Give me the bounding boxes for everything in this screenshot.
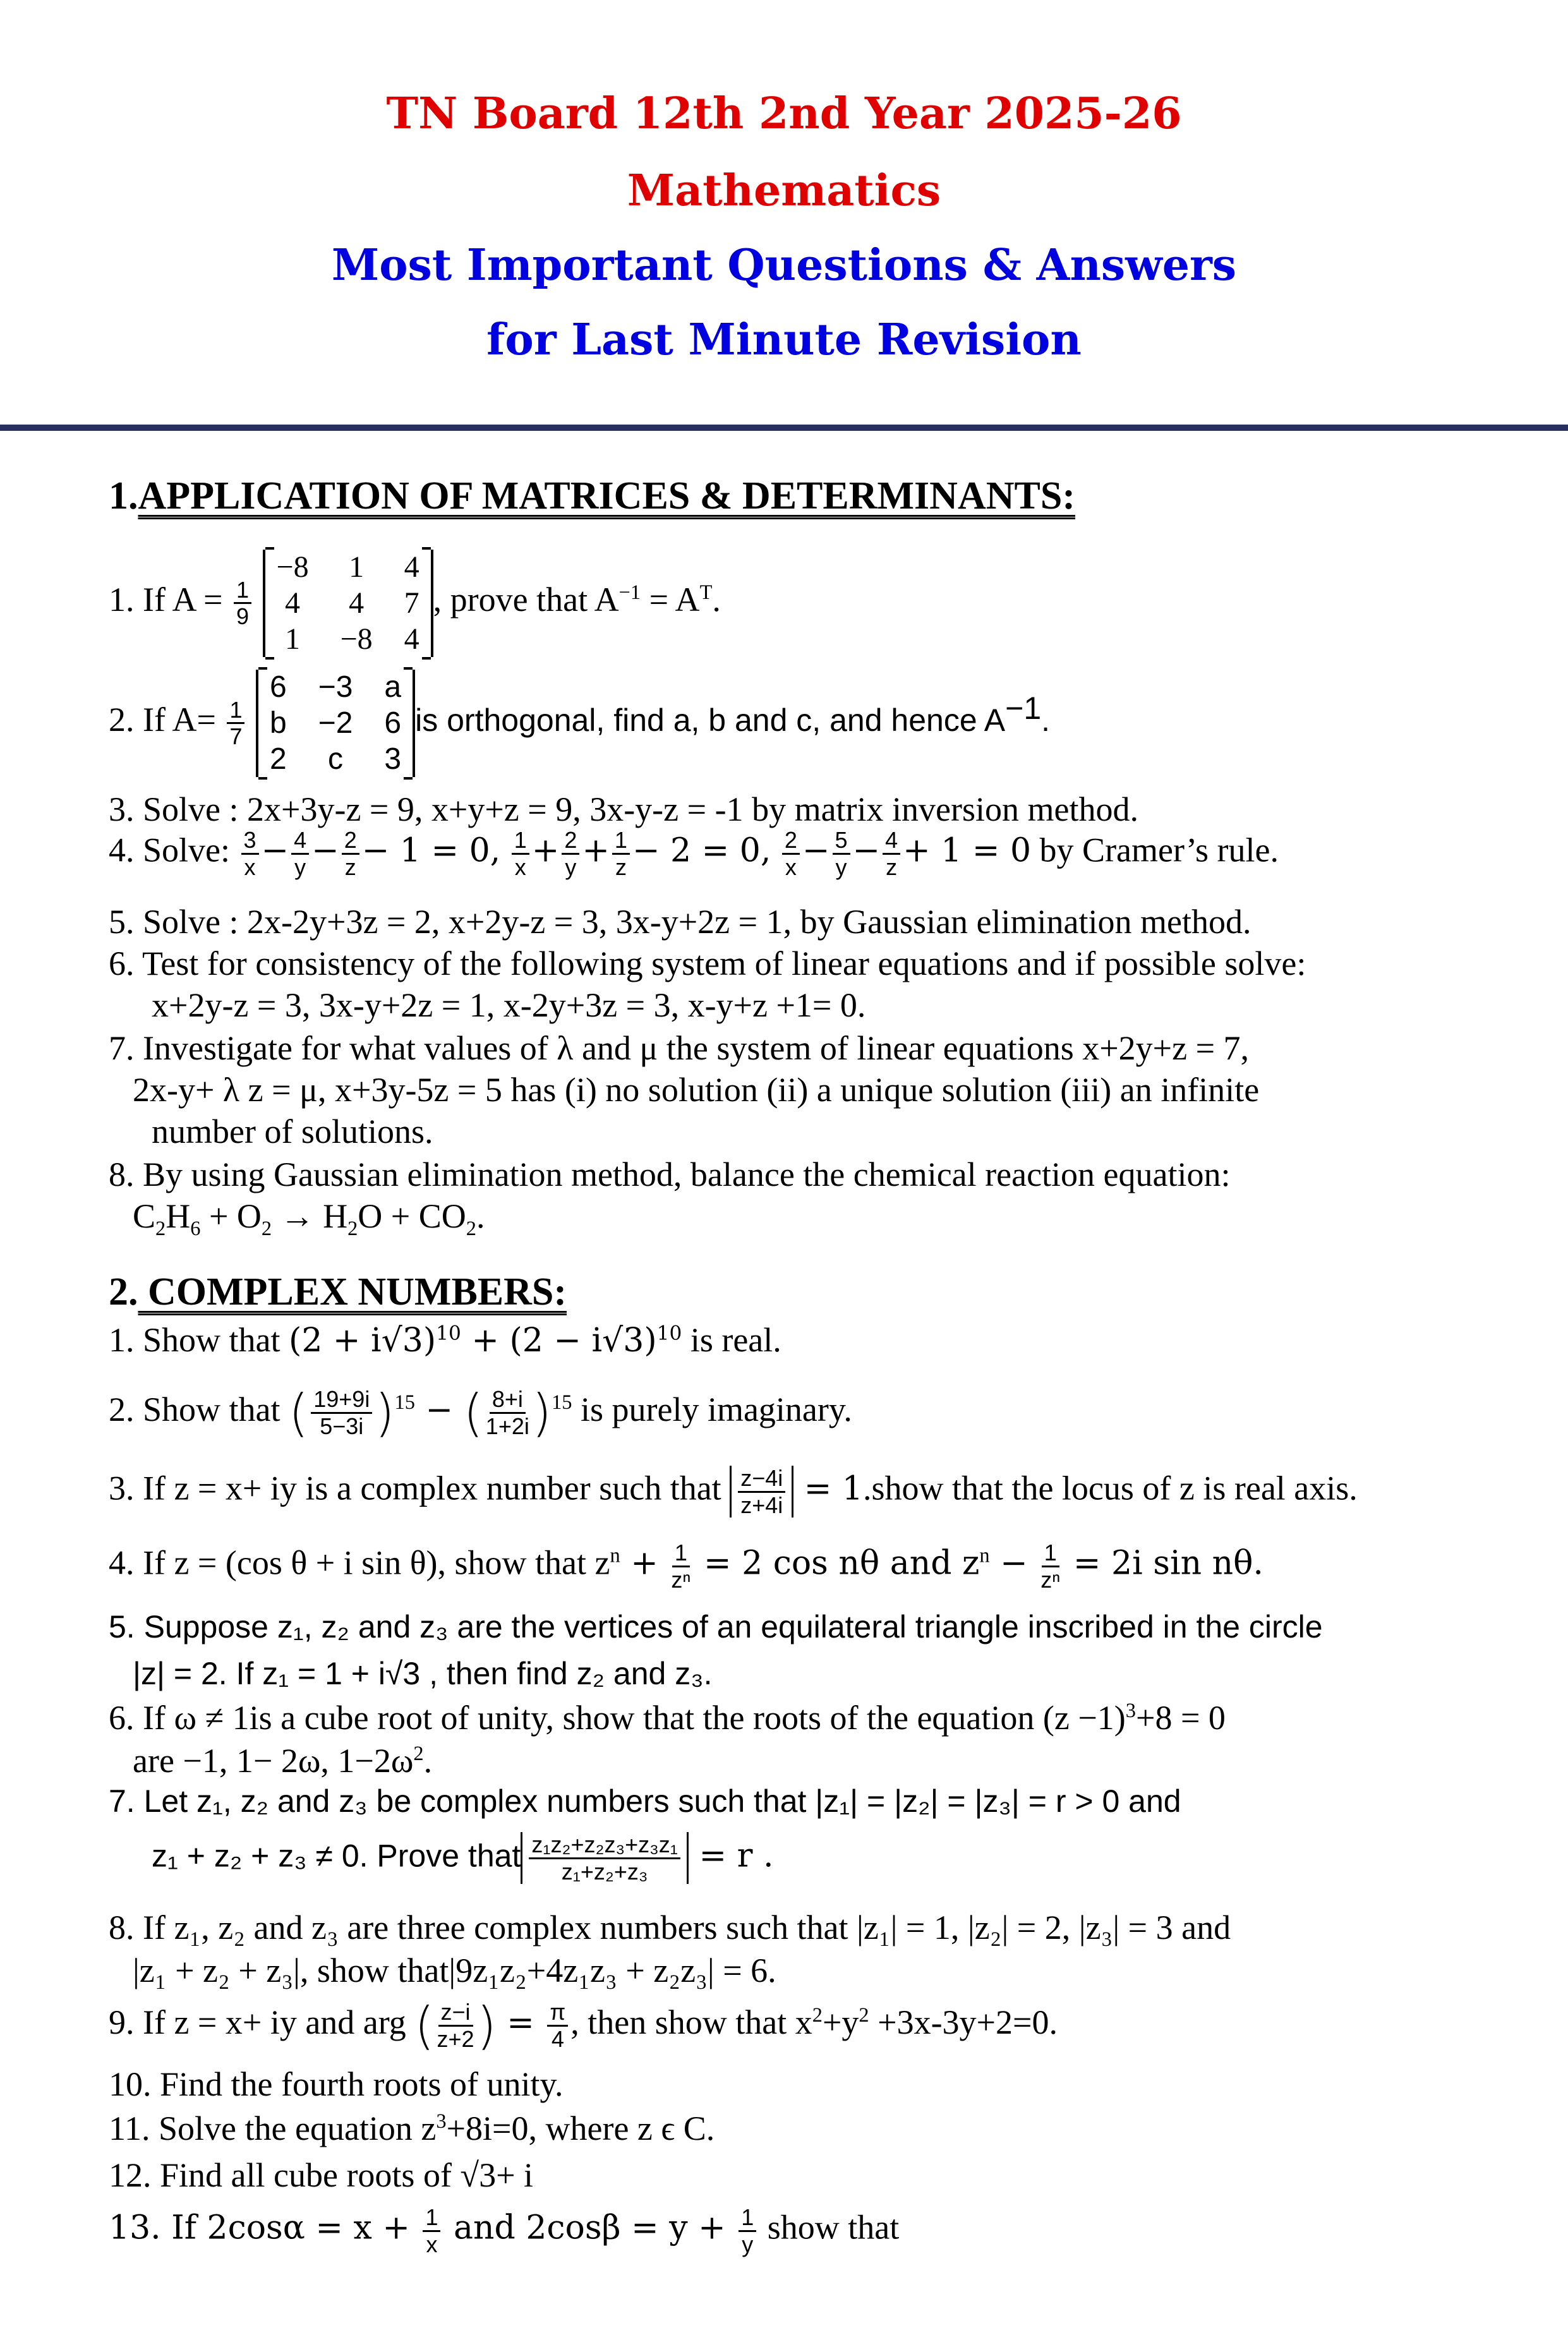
q-text: +8 = 0 bbox=[1135, 1699, 1226, 1737]
equation-tail: − 1 = 0, bbox=[361, 831, 501, 870]
question-2-8-cont: |z₁ + z₂ + z₃|, show that|9z₁z₂+4z₁z₃ + z₂z₃| = 6. bbox=[133, 1952, 776, 1989]
question-1-3: 3. Solve : 2x+3y-z = 9, x+y+z = 9, 3x-y-z = -1 by matrix inversion method. bbox=[109, 790, 1138, 828]
operator: + bbox=[531, 831, 560, 870]
numerator: π bbox=[547, 2000, 568, 2027]
fraction bbox=[291, 828, 309, 879]
subscript: 2 bbox=[155, 1217, 166, 1240]
numerator: 2 bbox=[342, 828, 359, 855]
matrix-cell: 4 bbox=[404, 550, 419, 584]
section-heading-complex bbox=[109, 1270, 567, 1315]
numerator: 1 bbox=[612, 828, 630, 855]
numerator: 1 bbox=[423, 2205, 440, 2232]
fraction bbox=[547, 2000, 568, 2051]
q-text: 9. If z = x+ iy and arg bbox=[109, 2003, 415, 2041]
question-2-3 bbox=[109, 1466, 1358, 1517]
question-2-12: 12. Find all cube roots of √3+ i bbox=[109, 2156, 534, 2194]
question-1-6: 6. Test for consistency of the following system of linear equations and if possible solve: bbox=[109, 944, 1306, 982]
matrix-cell: 6 bbox=[384, 706, 402, 740]
question-2-5: 5. Suppose z₁, z₂ and z₃ are the vertices of an equilateral triangle inscribed in the circle bbox=[109, 1609, 1323, 1644]
question-2-5-cont: |z| = 2. If z₁ = 1 + i√3 , then find z₂ and z₃. bbox=[133, 1656, 713, 1691]
question-2-9: 9. If z = x+ iy and arg ( $\frac{z-i}{z+2}$ ) = $\frac{\pi}{4}$ , then show that $x^2+y^2 +3x-3y+2=0$. bbox=[109, 1996, 1058, 2055]
matrix-cell: 7 bbox=[404, 586, 419, 620]
q-text: and 2cosβ = y + bbox=[443, 2209, 737, 2247]
denominator: z bbox=[886, 854, 898, 880]
matrix-cell: 6 bbox=[269, 670, 287, 704]
exponent: 15 bbox=[552, 1391, 572, 1414]
exponent: 10 bbox=[656, 1322, 682, 1345]
numerator: 5 bbox=[833, 828, 850, 855]
q-text: 1. Show that bbox=[109, 1321, 289, 1359]
question-2-13 bbox=[109, 2205, 899, 2257]
operator: − bbox=[261, 831, 289, 870]
denominator: 7 bbox=[229, 723, 243, 750]
fraction bbox=[782, 828, 800, 879]
numerator: 8+i bbox=[490, 1387, 526, 1414]
denominator: 4 bbox=[551, 2026, 564, 2052]
q-text: . bbox=[423, 1742, 433, 1780]
matrix-cell: 4 bbox=[285, 586, 301, 620]
fraction bbox=[241, 828, 259, 879]
denominator: y bbox=[565, 854, 577, 880]
denominator: z+2 bbox=[437, 2026, 474, 2052]
numerator: 4 bbox=[883, 828, 900, 855]
q-text: .show that the locus of z is real axis. bbox=[862, 1469, 1358, 1507]
q-text: 6. If ω ≠ 1is a cube root of unity, show that the roots of the equation (z −1) bbox=[109, 1699, 1126, 1737]
operator: − bbox=[414, 1391, 464, 1429]
question-1-2 bbox=[109, 670, 1050, 777]
question-1-7-cont-2: number of solutions. bbox=[152, 1113, 433, 1150]
subscript: 2 bbox=[347, 1217, 358, 1240]
q-text: +8i=0, where z ϵ C. bbox=[446, 2109, 715, 2147]
exponent: 3 bbox=[1125, 1699, 1136, 1722]
q-text: +y bbox=[822, 2003, 859, 2041]
exponent: 15 bbox=[394, 1391, 415, 1414]
superscript: −1 bbox=[1005, 691, 1042, 727]
header-divider bbox=[0, 425, 1568, 431]
q-text: C bbox=[133, 1197, 156, 1235]
equation-tail: + 1 = 0 bbox=[903, 831, 1032, 870]
q-text: 4. If z = (cos θ + i sin θ), show that z bbox=[109, 1543, 610, 1582]
q-text: . bbox=[1041, 703, 1051, 739]
q-text: H bbox=[166, 1197, 191, 1235]
q-text: , prove that A bbox=[433, 581, 619, 619]
section-heading-matrices bbox=[109, 474, 1075, 519]
denominator: z bbox=[344, 854, 356, 880]
numerator: 19+9i bbox=[311, 1387, 372, 1414]
q-text: . bbox=[712, 581, 721, 619]
question-2-1 bbox=[109, 1320, 781, 1360]
subscript: 2 bbox=[261, 1217, 272, 1240]
fraction bbox=[486, 1387, 529, 1439]
q-text: , then show that x bbox=[570, 2003, 812, 2041]
superscript: −1 bbox=[618, 581, 641, 605]
doc-subject: Mathematics bbox=[627, 166, 941, 216]
q-text: 3. If z = x+ iy is a complex number such that bbox=[109, 1469, 730, 1507]
fraction bbox=[311, 1387, 372, 1439]
fraction bbox=[739, 2205, 756, 2257]
fraction bbox=[883, 828, 900, 879]
matrix-cell: c bbox=[328, 742, 344, 776]
q-text: = A bbox=[641, 581, 700, 619]
fraction bbox=[671, 1540, 691, 1592]
doc-title: TN Board 12th 2nd Year 2025-26 bbox=[386, 88, 1182, 139]
operator: − bbox=[311, 831, 339, 870]
denominator: x bbox=[514, 854, 526, 880]
q-text: 2. If A= bbox=[109, 701, 216, 739]
doc-subtitle-2: for Last Minute Revision bbox=[486, 315, 1082, 365]
equation-tail: − 2 = 0, bbox=[632, 831, 771, 870]
q-text: is purely imaginary. bbox=[572, 1390, 852, 1428]
matrix-cell: −2 bbox=[318, 706, 353, 740]
exponent: 10 bbox=[436, 1322, 461, 1345]
numerator: z−4i bbox=[738, 1466, 785, 1493]
q-text: show that bbox=[759, 2208, 900, 2247]
numerator: 2 bbox=[782, 828, 800, 855]
q-text: → H bbox=[272, 1197, 348, 1235]
exponent: n bbox=[610, 1544, 620, 1567]
exponent: 2 bbox=[812, 2003, 823, 2027]
denominator: z₁+z₂+z₃ bbox=[561, 1858, 648, 1885]
matrix-a bbox=[256, 670, 415, 777]
section-title: APPLICATION OF MATRICES & DETERMINANTS: bbox=[138, 474, 1075, 517]
matrix-cell: −3 bbox=[318, 670, 353, 704]
q-text: by Cramer’s rule. bbox=[1031, 831, 1279, 869]
matrix-cell: −8 bbox=[276, 550, 309, 584]
absolute-value bbox=[730, 1466, 793, 1517]
matrix-cell: −8 bbox=[340, 622, 373, 656]
matrix-cell: 2 bbox=[269, 742, 287, 776]
matrix-cell: b bbox=[269, 706, 287, 740]
math-expression: $(2 + i√3)^{10} + (2 - i√3)^{10}$ bbox=[289, 1322, 682, 1360]
q-text: = r . bbox=[688, 1837, 774, 1875]
question-2-7-cont bbox=[152, 1832, 773, 1884]
numerator: 1 bbox=[512, 828, 529, 855]
denominator: z bbox=[615, 854, 627, 880]
q-text: 2. Show that bbox=[109, 1390, 289, 1428]
numerator: 1 bbox=[234, 577, 251, 605]
numerator: z₁z₂+z₂z₃+z₃z₁ bbox=[529, 1832, 680, 1859]
q-text: are −1, 1− 2ω, 1−2ω bbox=[133, 1742, 414, 1780]
numerator: 1 bbox=[1042, 1540, 1059, 1567]
equation: = 1 bbox=[793, 1469, 863, 1508]
scalar-fraction bbox=[234, 577, 251, 629]
question-1-5: 5. Solve : 2x-2y+3z = 2, x+2y-z = 3, 3x-y+2z = 1, by Gaussian elimination method. bbox=[109, 903, 1251, 941]
q-text: 1. If A = bbox=[109, 581, 231, 619]
question-1-4 bbox=[109, 828, 1279, 879]
fraction bbox=[1040, 1540, 1060, 1592]
absolute-value bbox=[521, 1832, 689, 1884]
matrix-cell: 3 bbox=[384, 742, 402, 776]
section-number: 1. bbox=[109, 474, 138, 517]
q-text: = 2i sin nθ. bbox=[1063, 1544, 1263, 1583]
q-text: 11. Solve the equation z bbox=[109, 2109, 437, 2147]
q-text: + O bbox=[200, 1197, 262, 1235]
term: 2 − i√3 bbox=[522, 1322, 644, 1360]
denominator: 1+2i bbox=[485, 1413, 529, 1439]
question-2-6 bbox=[109, 1698, 1226, 1737]
subscript: 6 bbox=[190, 1217, 201, 1240]
q-text: is orthogonal, find a, b and c, and hence A bbox=[415, 703, 1006, 739]
chemical-equation bbox=[133, 1197, 485, 1241]
exponent: n bbox=[979, 1544, 990, 1567]
numerator: 1 bbox=[227, 697, 244, 725]
doc-subtitle: Most Important Questions & Answers bbox=[331, 240, 1237, 291]
question-1-7: 7. Investigate for what values of λ and μ the system of linear equations x+2y+z = 7, bbox=[109, 1029, 1250, 1067]
fraction bbox=[342, 828, 359, 879]
operator: + bbox=[461, 1322, 510, 1360]
denominator: zⁿ bbox=[671, 1566, 691, 1593]
q-text: O + CO bbox=[358, 1197, 466, 1235]
operator: − bbox=[802, 831, 830, 870]
denominator: y bbox=[294, 854, 306, 880]
q-text: = 2 cos nθ and z bbox=[693, 1544, 980, 1583]
denominator: x bbox=[244, 854, 256, 880]
numerator: 1 bbox=[739, 2205, 756, 2232]
question-1-7-cont: 2x-y+ λ z = μ, x+3y-5z = 5 has (i) no solution (ii) a unique solution (iii) an infinite bbox=[133, 1071, 1260, 1109]
superscript: T bbox=[699, 581, 713, 605]
operator: = bbox=[496, 2003, 545, 2042]
fraction bbox=[612, 828, 630, 879]
q-text: 13. If 2cosα = x + bbox=[109, 2209, 421, 2247]
operator: − bbox=[852, 831, 881, 870]
numerator: 4 bbox=[291, 828, 309, 855]
denominator: y bbox=[835, 854, 847, 880]
denominator: y bbox=[742, 2231, 754, 2257]
denominator: 5−3i bbox=[320, 1413, 364, 1439]
subscript: 2 bbox=[466, 1217, 476, 1240]
numerator: z−i bbox=[438, 2000, 473, 2027]
question-1-8: 8. By using Gaussian elimination method, balance the chemical reaction equation: bbox=[109, 1155, 1231, 1193]
matrix-a bbox=[263, 550, 433, 657]
fraction bbox=[833, 828, 850, 879]
scalar-fraction bbox=[227, 697, 244, 749]
term: 2 + i√3 bbox=[301, 1322, 423, 1360]
matrix-cell: 1 bbox=[285, 622, 301, 656]
operator: − bbox=[989, 1544, 1039, 1583]
q-text: . bbox=[476, 1197, 485, 1235]
exponent: 2 bbox=[413, 1742, 424, 1765]
fraction bbox=[562, 828, 579, 879]
fraction bbox=[529, 1832, 680, 1884]
numerator: 3 bbox=[241, 828, 259, 855]
question-2-7: 7. Let z₁, z₂ and z₃ be complex numbers such that |z₁| = |z₂| = |z₃| = r > 0 and bbox=[109, 1783, 1181, 1819]
q-text: 4. Solve: bbox=[109, 831, 239, 869]
question-2-11 bbox=[109, 2109, 715, 2148]
q-text: is real. bbox=[682, 1321, 781, 1359]
question-2-8: 8. If z₁, z₂ and z₃ are three complex numbers such that |z₁| = 1, |z₂| = 2, |z₃| = 3 and bbox=[109, 1909, 1231, 1946]
section-title: COMPLEX NUMBERS: bbox=[138, 1270, 567, 1313]
question-1-1 bbox=[109, 550, 721, 657]
operator: + bbox=[582, 831, 610, 870]
denominator: 9 bbox=[236, 603, 249, 630]
denominator: x bbox=[785, 854, 797, 880]
question-2-6-cont bbox=[133, 1741, 432, 1780]
matrix-cell: 1 bbox=[349, 550, 365, 584]
fraction bbox=[437, 2000, 474, 2051]
denominator: zⁿ bbox=[1040, 1566, 1061, 1593]
matrix-cell: 4 bbox=[404, 622, 419, 656]
numerator: 2 bbox=[562, 828, 579, 855]
denominator: z+4i bbox=[740, 1492, 783, 1518]
question-2-4 bbox=[109, 1540, 1263, 1592]
matrix-cell: 4 bbox=[349, 586, 365, 620]
q-text: z₁ + z₂ + z₃ ≠ 0. Prove that bbox=[152, 1838, 521, 1874]
matrix-cell: a bbox=[384, 670, 402, 704]
question-2-10: 10. Find the fourth roots of unity. bbox=[109, 2065, 564, 2103]
question-2-2: 2. Show that ( $\frac{19+9i}{5-3i}$ )$^{15}$ − ( $\frac{8+i}{1+2i}$ )$^{15}$ is purely imaginary. bbox=[109, 1384, 852, 1442]
denominator: x bbox=[426, 2231, 438, 2257]
fraction bbox=[423, 2205, 440, 2257]
question-1-6-cont: x+2y-z = 3, 3x-y+2z = 1, x-2y+3z = 3, x-y+z +1= 0. bbox=[152, 986, 866, 1024]
fraction bbox=[512, 828, 529, 879]
numerator: 1 bbox=[672, 1540, 690, 1567]
fraction bbox=[738, 1466, 785, 1517]
exponent: 2 bbox=[859, 2003, 869, 2027]
operator: + bbox=[620, 1544, 669, 1583]
section-number: 2. bbox=[109, 1270, 138, 1313]
q-text: +3x-3y+2=0. bbox=[869, 2003, 1058, 2041]
exponent: 3 bbox=[436, 2110, 447, 2133]
